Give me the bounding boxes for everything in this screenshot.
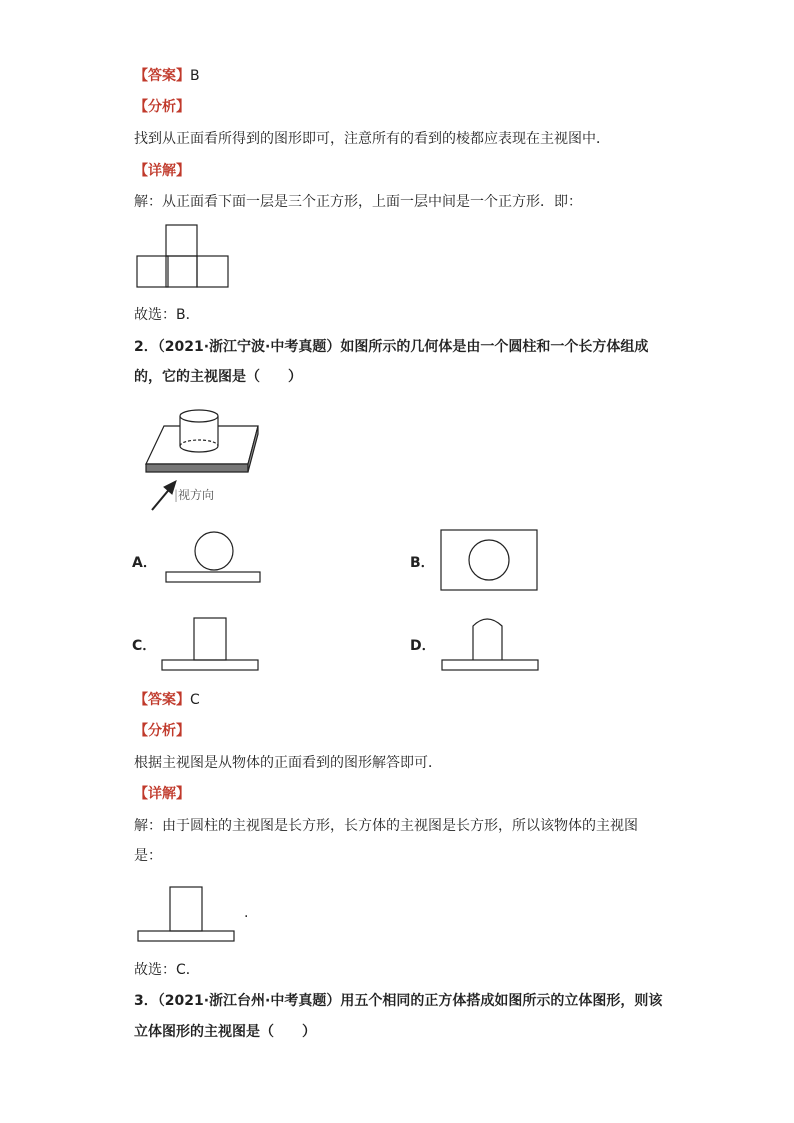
detail-text-q1: 解：从正面看下面一层是三个正方形，上面一层中间是一个正方形．即： [134, 194, 582, 210]
analysis-text-q2: 根据主视图是从物体的正面看到的图形解答即可． [134, 755, 442, 771]
choose-text-q2: 故选：C． [134, 962, 200, 978]
option-b-figure[interactable] [438, 527, 542, 595]
option-a-figure[interactable] [160, 528, 264, 588]
option-d-figure[interactable] [438, 612, 542, 672]
view-direction-label: |视方向 [174, 488, 215, 502]
question-line2-q3: 立体图形的主视图是（ ） [134, 1024, 316, 1040]
answer-value-q1: B [190, 68, 200, 84]
choose-text-q1: 故选：B． [134, 307, 200, 323]
front-view-figure-q2 [136, 884, 240, 944]
answer-tag-q1: 【答案】B [134, 68, 200, 84]
option-d-label[interactable]: D． [410, 638, 436, 654]
analysis-text-q1: 找到从正面看所得到的图形即可，注意所有的看到的棱都应表现在主视图中． [134, 131, 610, 147]
option-b-label[interactable]: B． [410, 555, 435, 571]
answer-tag-q2: 【答案】C [134, 692, 200, 708]
question-line2-q2: 的，它的主视图是（ ） [134, 369, 302, 385]
detail-tag-q1: 【详解】 [134, 163, 190, 179]
option-a-label[interactable]: A． [132, 555, 157, 571]
option-c-label[interactable]: C． [132, 638, 157, 654]
option-c-figure[interactable] [160, 615, 264, 673]
front-view-figure-q1 [135, 222, 231, 288]
analysis-tag-q2: 【分析】 [134, 723, 190, 739]
question-line1-q3: 3．（2021·浙江台州·中考真题）用五个相同的正方体搭成如图所示的立体图形，则该 [134, 993, 663, 1009]
analysis-tag-q1: 【分析】 [134, 99, 190, 115]
answer-value-q2: C [190, 692, 200, 708]
detail-line2-q2: 是： [134, 848, 162, 864]
detail-period-q2: . [244, 905, 249, 921]
detail-line1-q2: 解：由于圆柱的主视图是长方形，长方体的主视图是长方形，所以该物体的主视图 [134, 818, 638, 834]
question-line1-q2: 2．（2021·浙江宁波·中考真题）如图所示的几何体是由一个圆柱和一个长方体组成 [134, 339, 649, 355]
detail-tag-q2: 【详解】 [134, 786, 190, 802]
